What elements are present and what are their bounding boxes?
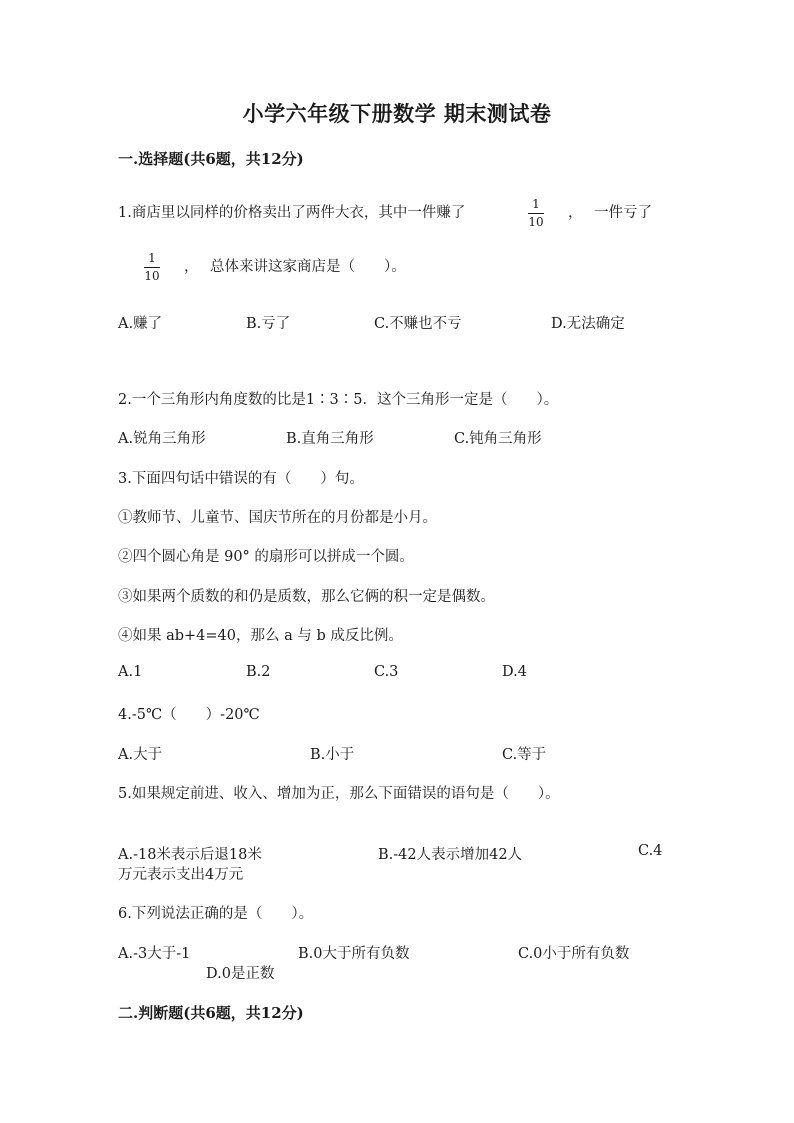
q5-option-b: B.-42人表示增加42人 [378, 847, 523, 863]
q1-option-b: B.亏了 [246, 316, 291, 332]
q3-statement-4: ④如果 ab+4=40，那么 a 与 b 成反比例。 [118, 628, 403, 644]
q1-option-d: D.无法确定 [551, 316, 625, 332]
q3-statement-3: ③如果两个质数的和仍是质数，那么它俩的积一定是偶数。 [118, 589, 495, 605]
q4-option-a: A.大于 [118, 747, 163, 763]
q5-option-a: A.-18米表示后退18米 [118, 847, 262, 863]
section-heading-choice: 一.选择题(共6题，共12分) [118, 150, 304, 168]
fraction-2-numerator: 1 [148, 251, 156, 265]
q2-option-b: B.直角三角形 [286, 431, 374, 447]
q5-option-c: C.4 [638, 843, 663, 859]
q1-option-c: C.不赚也不亏 [374, 316, 462, 332]
question-1-comma-2: ， [184, 259, 199, 275]
q4-option-c: C.等于 [502, 747, 547, 763]
q1-option-a: A.赚了 [118, 316, 163, 332]
question-1-text-3: 总体来讲这家商店是（ ）。 [210, 259, 406, 275]
q3-statement-1: ①教师节、儿童节、国庆节所在的月份都是小月。 [118, 510, 437, 526]
q3-option-a: A.1 [118, 664, 143, 680]
q3-option-c: C.3 [374, 664, 399, 680]
page-title: 小学六年级下册数学 期末测试卷 [242, 101, 552, 126]
question-1-comma-1: ， [568, 205, 583, 221]
fraction-2 [144, 247, 160, 283]
question-6-text: 6.下列说法正确的是（ ）。 [118, 906, 314, 922]
q2-option-a: A.锐角三角形 [118, 431, 206, 447]
question-1-line-1 [118, 201, 465, 222]
q3-statement-2: ②四个圆心角是 90° 的扇形可以拼成一个圆。 [118, 549, 414, 565]
fraction-1 [528, 193, 544, 229]
fraction-1-numerator: 1 [532, 197, 540, 211]
q6-option-b: B.0大于所有负数 [298, 946, 410, 962]
question-1-text-2: 一件亏了 [594, 205, 652, 221]
q3-option-b: B.2 [246, 664, 271, 680]
question-4-text: 4.-5℃（ ）-20℃ [118, 707, 260, 723]
q4-option-b: B.小于 [310, 747, 355, 763]
q3-option-d: D.4 [502, 664, 527, 680]
q6-option-a: A.-3大于-1 [118, 946, 191, 962]
fraction-1-denominator: 10 [528, 215, 544, 229]
q6-option-d: D.0是正数 [206, 966, 275, 982]
q6-option-c: C.0小于所有负数 [518, 946, 630, 962]
q5-option-c-continued: 万元表示支出4万元 [118, 867, 244, 883]
fraction-2-denominator: 10 [144, 269, 160, 283]
question-3-text: 3.下面四句话中错误的有（ ）句。 [118, 471, 364, 487]
question-1-text: 1.商店里以同样的价格卖出了两件大衣，其中一件赚了 [118, 205, 466, 221]
question-2-text: 2.一个三角形内角度数的比是1∶3∶5．这个三角形一定是（ ）。 [118, 392, 559, 408]
question-5-text: 5.如果规定前进、收入、增加为正，那么下面错误的语句是（ ）。 [118, 786, 560, 802]
q2-option-c: C.钝角三角形 [454, 431, 542, 447]
section-heading-judgement: 二.判断题(共6题，共12分) [118, 1004, 304, 1022]
